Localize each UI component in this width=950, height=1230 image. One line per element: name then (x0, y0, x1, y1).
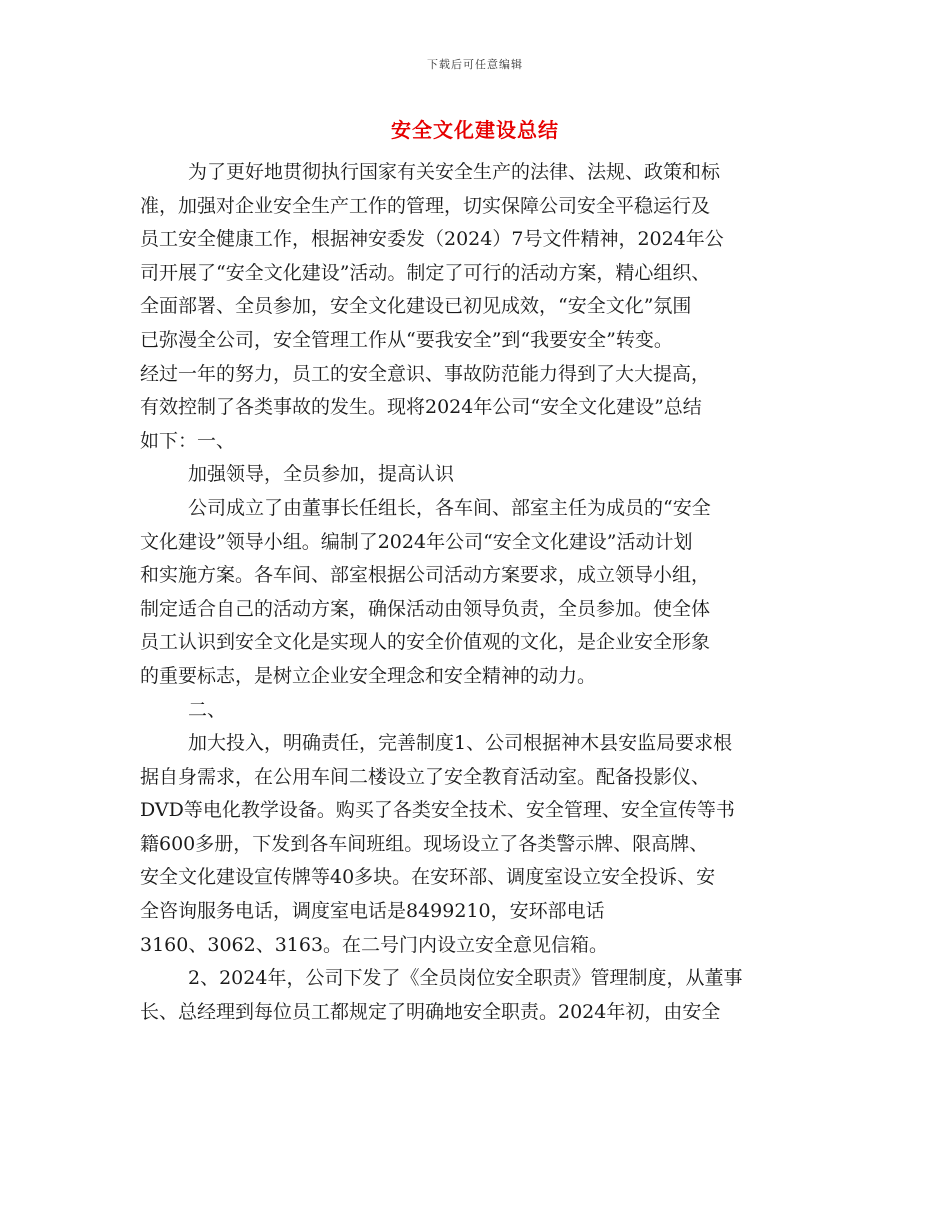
body-line: 加强领导，全员参加，提高认识 (188, 463, 455, 486)
body-line: 籍600多册，下发到各车间班组。现场设立了各类警示牌、限高牌、 (140, 832, 709, 855)
body-line: 如下：一、 (140, 429, 236, 452)
body-line: 员工认识到安全文化是实现人的安全价值观的文化，是企业安全形象 (140, 631, 711, 654)
document-body (140, 156, 812, 1029)
body-line: 有效控制了各类事故的发生。现将2024年公司“安全文化建设”总结 (140, 396, 702, 419)
body-line: 全面部署、全员参加，安全文化建设已初见成效，“安全文化”氛围 (140, 295, 692, 318)
header-note: 下载后可任意编辑 (427, 58, 523, 71)
body-line: 据自身需求，在公用车间二楼设立了安全教育活动室。配备投影仪、 (140, 765, 711, 788)
body-line: 长、总经理到每位员工都规定了明确地安全职责。2024年初，由安全 (140, 1000, 721, 1023)
body-line: 制定适合自己的活动方案，确保活动由领导负责，全员参加。使全体 (140, 597, 711, 620)
body-line: 文化建设”领导小组。编制了2024年公司“安全文化建设”活动计划 (140, 530, 693, 553)
body-line: 全咨询服务电话，调度室电话是8499210，安环部电话 (140, 900, 605, 923)
body-line: 已弥漫全公司，安全管理工作从“要我安全”到“我要安全”转变。 (140, 328, 673, 351)
body-line: 员工安全健康工作，根据神安委发（2024）7号文件精神，2024年公 (140, 228, 724, 251)
body-line: 和实施方案。各车间、部室根据公司活动方案要求，成立领导小组， (140, 564, 711, 587)
body-line: 的重要标志，是树立企业安全理念和安全精神的动力。 (140, 664, 597, 687)
body-line: DVD等电化教学设备。购买了各类安全技术、安全管理、安全宣传等书 (140, 799, 735, 822)
body-line: 安全文化建设宣传牌等40多块。在安环部、调度室设立安全投诉、安 (140, 866, 716, 889)
body-line: 加大投入，明确责任，完善制度1、公司根据神木县安监局要求根 (188, 732, 733, 755)
body-line: 准，加强对企业安全生产工作的管理，切实保障公司安全平稳运行及 (140, 194, 711, 217)
body-line: 公司成立了由董事长任组长，各车间、部室主任为成员的“安全 (188, 496, 711, 519)
body-line: 2、2024年，公司下发了《全员岗位安全职责》管理制度，从董事 (188, 967, 743, 990)
body-line: 经过一年的努力，员工的安全意识、事故防范能力得到了大大提高， (140, 362, 711, 385)
body-line: 二、 (188, 698, 227, 721)
body-line: 司开展了“安全文化建设”活动。制定了可行的活动方案，精心组织、 (140, 261, 711, 284)
body-line: 为了更好地贯彻执行国家有关安全生产的法律、法规、政策和标 (188, 161, 721, 183)
document-title: 安全文化建设总结 (391, 118, 559, 142)
body-line: 3160、3062、3163。在二号门内设立安全意见信箱。 (140, 933, 609, 956)
